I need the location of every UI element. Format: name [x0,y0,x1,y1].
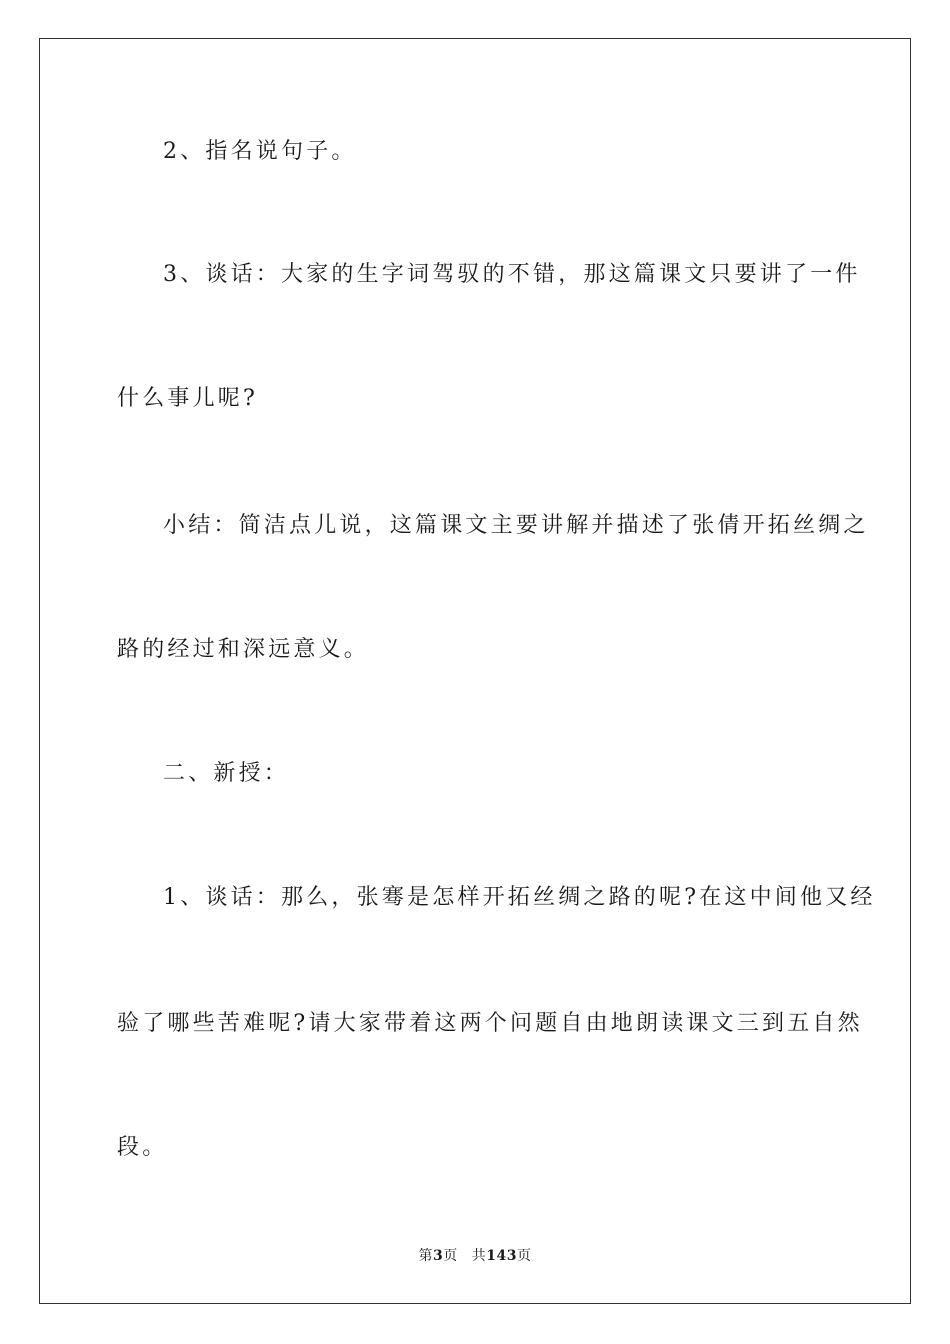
paragraph-line-7: 1、谈话：那么，张骞是怎样开拓丝绸之路的呢?在这中间他又经 [163,885,876,910]
paragraph-line-1: 2、指名说句子。 [163,139,357,164]
page-border [39,38,911,1304]
paragraph-line-5: 路的经过和深远意义。 [117,637,370,662]
footer-page-number: 3 [433,1248,444,1264]
paragraph-line-4: 小结：简洁点儿说，这篇课文主要讲解并描述了张倩开拓丝绸之 [163,513,869,538]
footer-total-suffix: 页 [516,1248,532,1264]
paragraph-line-6: 二、新授： [163,761,290,786]
paragraph-line-9: 段。 [117,1135,168,1160]
paragraph-line-2: 3、谈话：大家的生字词驾驭的不错，那这篇课文只要讲了一件 [163,262,861,287]
footer-page-prefix: 第 [418,1248,433,1264]
footer-total-prefix: 共 [471,1248,487,1264]
footer-total-pages: 143 [486,1248,517,1264]
paragraph-line-8: 验了哪些苦难呢?请大家带着这两个问题自由地朗读课文三到五自然 [117,1011,863,1036]
footer-page-suffix: 页 [443,1248,458,1264]
paragraph-line-3: 什么事儿呢? [117,386,258,411]
page-footer [0,1247,950,1265]
